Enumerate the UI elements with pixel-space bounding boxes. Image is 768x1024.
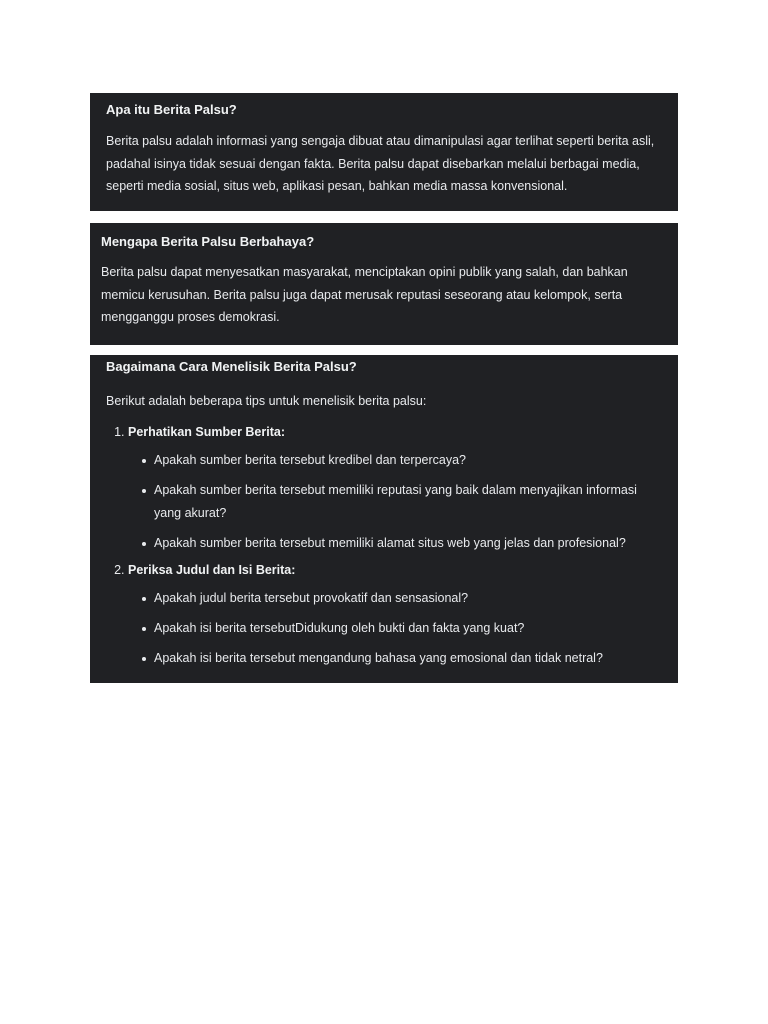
tip-item: Apakah sumber berita tersebut memiliki reputasi yang baik dalam menyajikan informasi yang akurat? <box>142 479 662 525</box>
step-item <box>128 559 662 670</box>
section-title: Bagaimana Cara Menelisik Berita Palsu? <box>106 359 357 374</box>
step-title: Periksa Judul dan Isi Berita: <box>128 562 296 577</box>
tips-list <box>128 449 662 555</box>
section-why-dangerous <box>90 223 678 345</box>
step-title: Perhatikan Sumber Berita: <box>128 424 285 439</box>
section-paragraph: Berita palsu adalah informasi yang sengaja dibuat atau dimanipulasi agar terlihat seperti berita asli, padahal isinya tidak sesuai dengan fakta. Berita palsu dapat disebarkan melalui berbagai media, seperti media sosial, situs web, aplikasi pesan, bahkan media massa konvensional. <box>106 134 655 193</box>
section-title: Apa itu Berita Palsu? <box>106 102 237 117</box>
section-how-to-check <box>90 355 678 683</box>
section-what-is-fake-news <box>90 93 678 211</box>
step-item <box>128 421 662 555</box>
section-paragraph: Berita palsu dapat menyesatkan masyarakat, menciptakan opini publik yang salah, dan bahkan memicu kerusuhan. Berita palsu juga dapat merusak reputasi seseorang atau kelompok, serta mengganggu proses demokrasi. <box>101 265 628 324</box>
steps-list <box>106 421 662 670</box>
tip-item: Apakah isi berita tersebutDidukung oleh bukti dan fakta yang kuat? <box>142 617 662 640</box>
tip-item: Apakah isi berita tersebut mengandung bahasa yang emosional dan tidak netral? <box>142 647 662 670</box>
tips-list <box>128 587 662 670</box>
tip-item: Apakah judul berita tersebut provokatif dan sensasional? <box>142 587 662 610</box>
section-title: Mengapa Berita Palsu Berbahaya? <box>101 234 315 249</box>
tip-item: Apakah sumber berita tersebut memiliki alamat situs web yang jelas dan profesional? <box>142 532 662 555</box>
section-intro: Berikut adalah beberapa tips untuk menelisik berita palsu: <box>106 394 427 408</box>
tip-item: Apakah sumber berita tersebut kredibel dan terpercaya? <box>142 449 662 472</box>
